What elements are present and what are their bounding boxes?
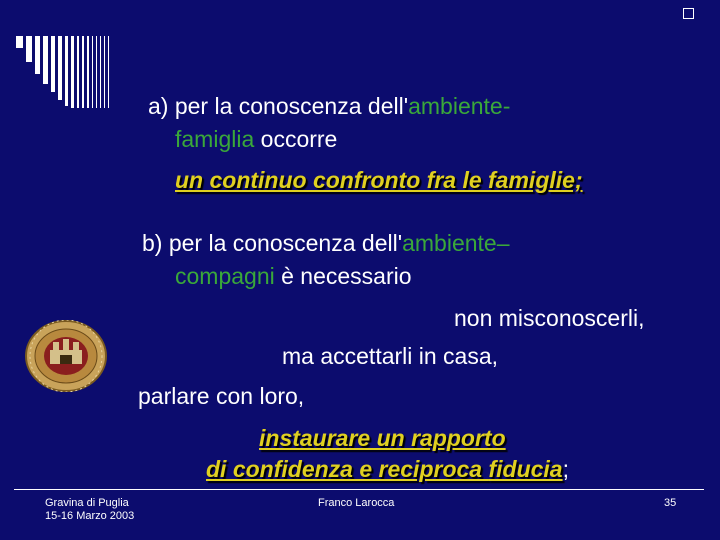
bullet-b-emph2-ul: fiducia [488,456,563,482]
city-seal-logo [25,320,107,392]
bullet-a-highlight1: ambiente- [408,93,511,119]
page-number: 35 [664,497,677,509]
bullet-b-suffix: è necessario [274,263,412,289]
bullet-b-line2 [175,262,412,290]
bullet-b-emph1-text: instaurare un rapporto [259,425,506,451]
bullet-b-line1 [142,229,510,257]
bullet-b-prefix: b) per la conoscenza dell' [142,230,403,256]
decorative-stripes [16,36,156,108]
footer-divider [14,489,704,490]
bullet-a-emphasis: un continuo confronto fra le famiglie; [175,167,583,193]
bullet-b-emphasis1 [259,424,506,452]
bullet-b-line4: ma accettarli in casa, [282,343,499,369]
bullet-a-line2 [175,125,337,153]
bullet-b-line3: non misconoscerli, [454,305,645,331]
footer-date: 15-16 Marzo 2003 [45,510,135,522]
bullet-a-line1 [148,92,510,120]
footer-author: Franco Larocca [318,497,395,509]
bullet-b-line5: parlare con loro, [138,383,305,409]
bullet-a-suffix: occorre [254,126,338,152]
footer-location: Gravina di Puglia [45,497,129,509]
bullet-b-highlight1: ambiente– [402,230,510,256]
bullet-b-emph2-post: ; [562,456,569,482]
footer-left [45,497,134,523]
bullet-a-prefix: a) per la conoscenza dell' [148,93,409,119]
checkbox-icon [683,8,694,19]
bullet-a-highlight2: famiglia [175,126,255,152]
bullet-b-emphasis2 [206,455,569,483]
bullet-b-highlight2: compagni [175,263,275,289]
bullet-b-emph2-pre: di confidenza e reciproca [206,456,489,482]
